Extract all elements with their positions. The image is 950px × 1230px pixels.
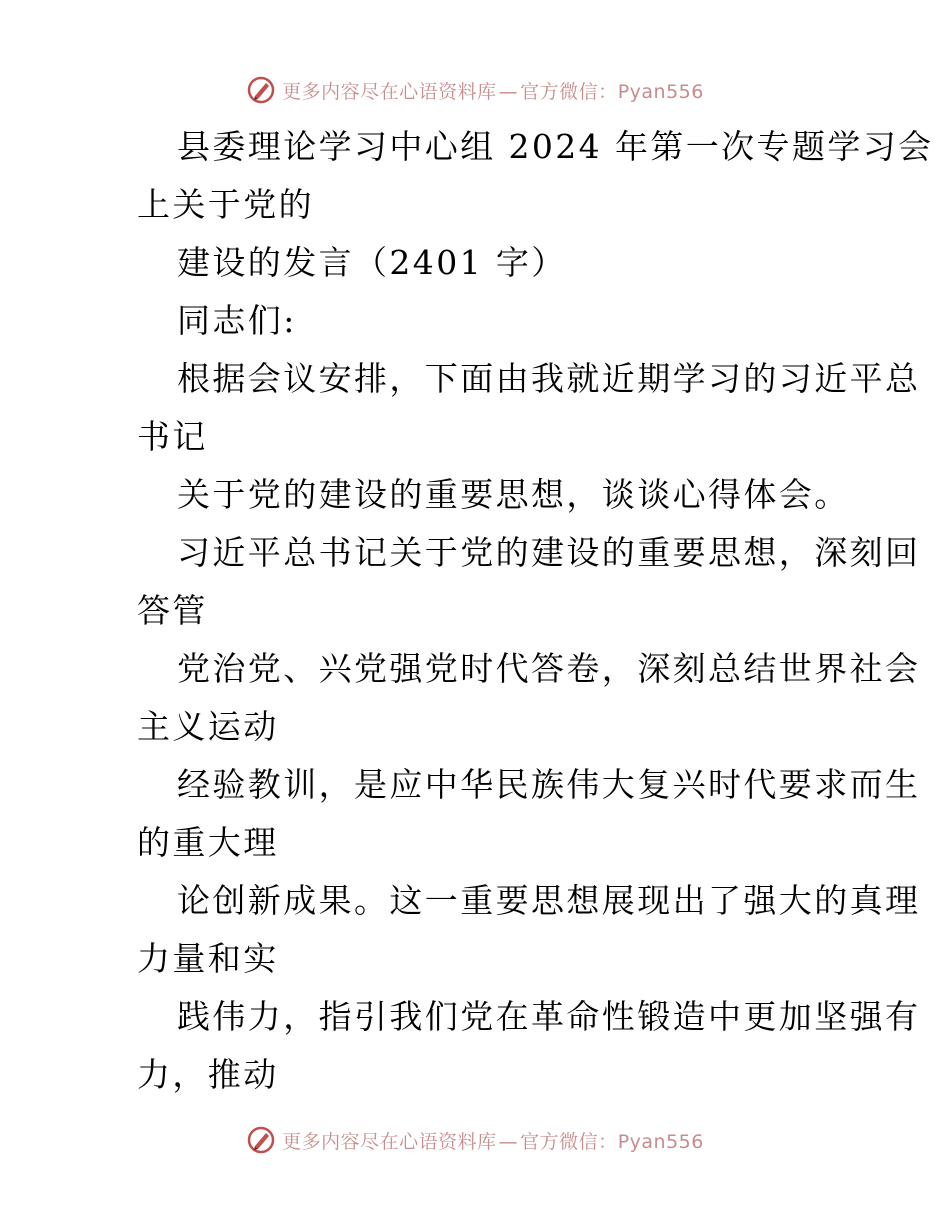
text-line: 关于党的建设的重要思想，谈谈心得体会。 [177, 475, 850, 514]
pen-logo-icon [246, 75, 276, 105]
pen-logo-icon [246, 1125, 276, 1155]
document-body [97, 118, 934, 1104]
text-line: 同志们: [177, 301, 297, 340]
text-line: 力，推动 [137, 1055, 279, 1094]
text-line: 的重大理 [137, 823, 279, 862]
text-line: 建设的发言（2401 字） [177, 243, 567, 282]
footer-watermark [0, 1122, 950, 1158]
text-line: 力量和实 [137, 939, 279, 978]
text-line: 书记 [137, 417, 208, 456]
watermark-text: 更多内容尽在心语资料库 — 官方微信：Pyan556 [282, 80, 704, 103]
text-line: 主义运动 [137, 707, 279, 746]
text-line: 习近平总书记关于党的建设的重要思想，深刻回 [177, 533, 921, 572]
text-line: 党治党、兴党强党时代答卷，深刻总结世界社会 [177, 649, 921, 688]
text-line: 论创新成果。这一重要思想展现出了强大的真理 [177, 881, 921, 920]
text-line: 践伟力，指引我们党在革命性锻造中更加坚强有 [177, 997, 921, 1036]
text-line: 经验教训，是应中华民族伟大复兴时代要求而生 [177, 765, 921, 804]
text-line: 上关于党的 [137, 185, 314, 224]
text-line: 根据会议安排，下面由我就近期学习的习近平总 [177, 359, 921, 398]
speech-text [97, 118, 934, 1104]
text-line: 县委理论学习中心组 2024 年第一次专题学习会 [177, 127, 934, 166]
text-line: 答管 [137, 591, 208, 630]
watermark-text: 更多内容尽在心语资料库 — 官方微信：Pyan556 [282, 1130, 704, 1153]
header-watermark [0, 72, 950, 108]
